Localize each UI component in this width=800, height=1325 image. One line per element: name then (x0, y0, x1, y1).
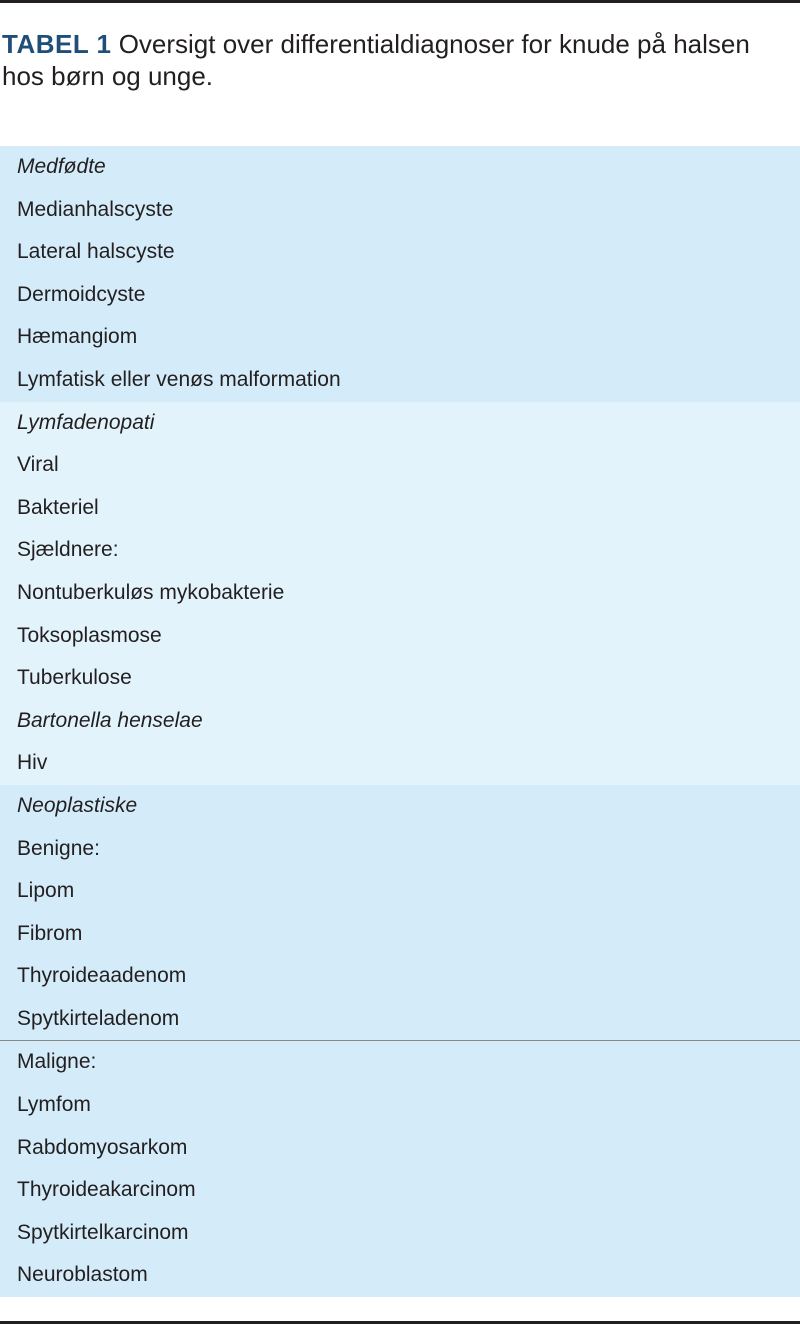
table-row: Benigne: (17, 836, 100, 860)
table-row: Hiv (17, 751, 48, 775)
table-row: Dermoidcyste (17, 282, 146, 306)
top-rule (0, 0, 800, 3)
table-row: Toksoplasmose (17, 623, 162, 647)
table-label: TABEL 1 (2, 29, 112, 59)
section-neoplastic-benign (0, 785, 800, 1041)
table-row: Hæmangiom (17, 325, 138, 349)
table-row: Lateral halscyste (17, 240, 175, 264)
section-neoplastic-malignant (0, 1040, 800, 1297)
table-row: Neuroblastom (17, 1263, 148, 1287)
table-row: Thyroideakarcinom (17, 1178, 196, 1202)
table-row: Rabdomyosarkom (17, 1135, 188, 1159)
table-row: Lymfadenopati (17, 410, 155, 434)
table-row: Tuberkulose (17, 666, 132, 690)
table-row: Lipom (17, 879, 75, 903)
table-row: Medfødte (17, 155, 106, 178)
table-caption (2, 28, 762, 92)
bottom-rule (0, 1321, 800, 1324)
table-row: Thyroideaadenom (17, 964, 187, 988)
table-row: Viral (17, 453, 59, 477)
table-caption-text: Oversigt over differentialdiagnoser for knude på halsen hos børn og unge. (2, 29, 750, 91)
table-row: Neoplastiske (17, 793, 138, 817)
table-row: Nontuberkuløs mykobakterie (17, 580, 285, 604)
table-row: Bakteriel (17, 495, 99, 519)
table-row: Spytkirtelkarcinom (17, 1220, 189, 1244)
section-lymphadenopathy (0, 402, 800, 785)
table-row: Bartonella henselae (17, 708, 203, 732)
differential-diagnosis-table (0, 146, 800, 1297)
table-row: Lymfatisk eller venøs malformation (17, 367, 341, 391)
table-row: Lymfom (17, 1093, 91, 1117)
table-row: Maligne: (17, 1050, 97, 1074)
table-row: Medianhalscyste (17, 197, 174, 221)
section-congenital (0, 146, 800, 402)
table-row: Spytkirteladenom (17, 1006, 180, 1030)
table-row: Fibrom (17, 921, 83, 945)
table-row: Sjældnere: (17, 538, 119, 562)
